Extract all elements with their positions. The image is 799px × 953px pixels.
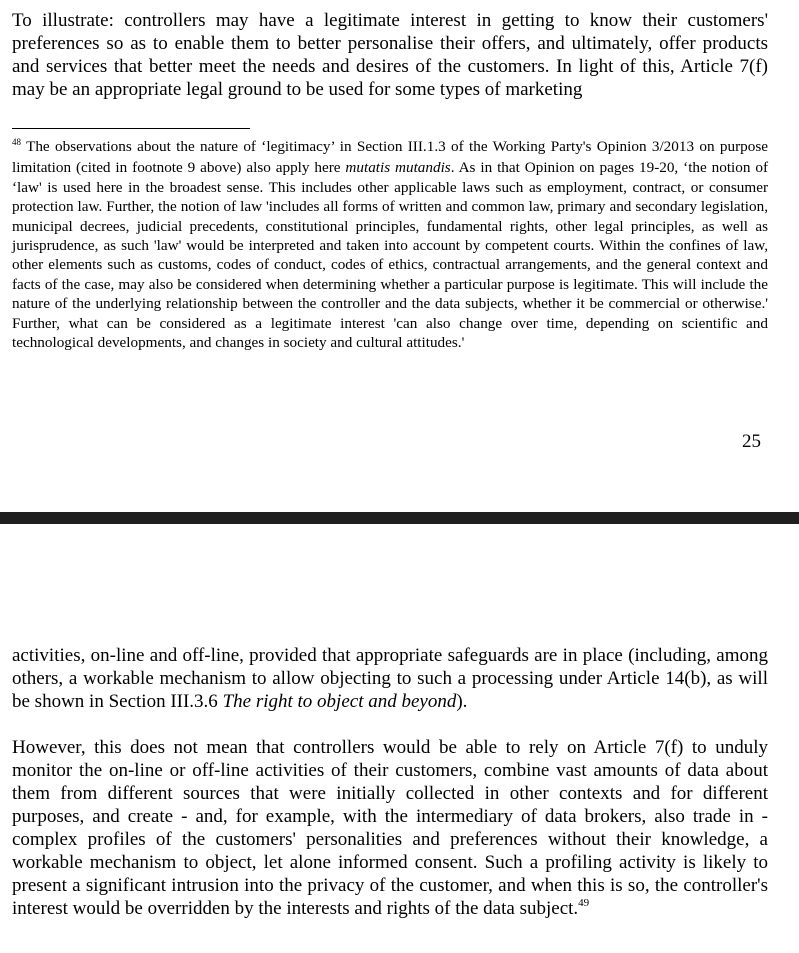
illustrate-text: To illustrate: controllers may have a legitimate interest in getting to know their customers' preferences so as to enable them to better personalise their offers, and ultimately, offer products and services that better meet the needs and desires of the customers. In light of this, Article 7(f) may be an appropriate legal ground to be used for some types of marketing — [12, 10, 768, 100]
body-paragraph-illustrate — [12, 9, 768, 101]
continuation-text-part2: ). — [456, 691, 468, 712]
continuation-text-part1: activities, on-line and off-line, provided that appropriate safeguards are in place (including, among others, a workable mechanism to allow objecting to such a processing under Article 14(b), as will be shown in Section III.3.6 — [12, 645, 768, 712]
footnote-text-part1: The observations about the nature of ‘legitimacy’ in Section III.1.3 of the Working Party's Opinion 3/2013 on purpose limitation (cited in footnote 9 above) also apply here — [12, 138, 768, 177]
page-divider — [0, 512, 799, 524]
however-text: However, this does not mean that controllers would be able to rely on Article 7(f) to unduly monitor the on-line or off-line activities of their customers, combine vast amounts of data about them from different sources that were initially collected in other contexts and for different purposes, and create - and, for example, with the intermediary of data brokers, also trade in - complex profiles of the customers' personalities and preferences without their knowledge, a workable mechanism to object, let alone informed consent. Such a profiling activity is likely to present a significant intrusion into the privacy of the customer, and when this is so, the controller's interest would be overridden by the interests and rights of the data subject. — [12, 737, 768, 919]
body-paragraph-continuation — [12, 644, 768, 713]
page-number: 25 — [742, 431, 761, 452]
section-title-italic: The right to object and beyond — [222, 691, 457, 712]
footnote-ref-49[interactable]: 49 — [578, 897, 590, 909]
body-paragraph-however — [12, 736, 768, 923]
footnote-text-part2: . As in that Opinion on pages 19-20, ‘the notion of ‘law' is used here in the broadest sense. This includes other applicable laws such as employment, contract, or consumer protection law. Further, the notion of law 'includes all forms of written and common law, primary and secondary legislation, municipal decrees, judicial precedents, constitutional principles, fundamental rights, other legal principles, as well as jurisprudence, as such 'law' would be interpreted and taken into account by competent courts. Within the confines of law, other elements such as customs, codes of conduct, codes of ethics, contractual arrangements, and the general context and facts of the case, may also be considered when determining whether a particular purpose is legitimate. This will include the nature of the underlying relationship between the controller and the data subjects, whether it be commercial or otherwise.' Further, what can be considered as a legitimate interest 'can also change over time, depending on scientific and technological developments, and changes in society and cultural attitudes.' — [12, 159, 769, 352]
footnote-italic: mutatis mutandis — [345, 159, 451, 177]
footnote-separator — [12, 128, 250, 129]
footnote-number: 48 — [12, 137, 21, 147]
footnote-48 — [12, 137, 768, 352]
